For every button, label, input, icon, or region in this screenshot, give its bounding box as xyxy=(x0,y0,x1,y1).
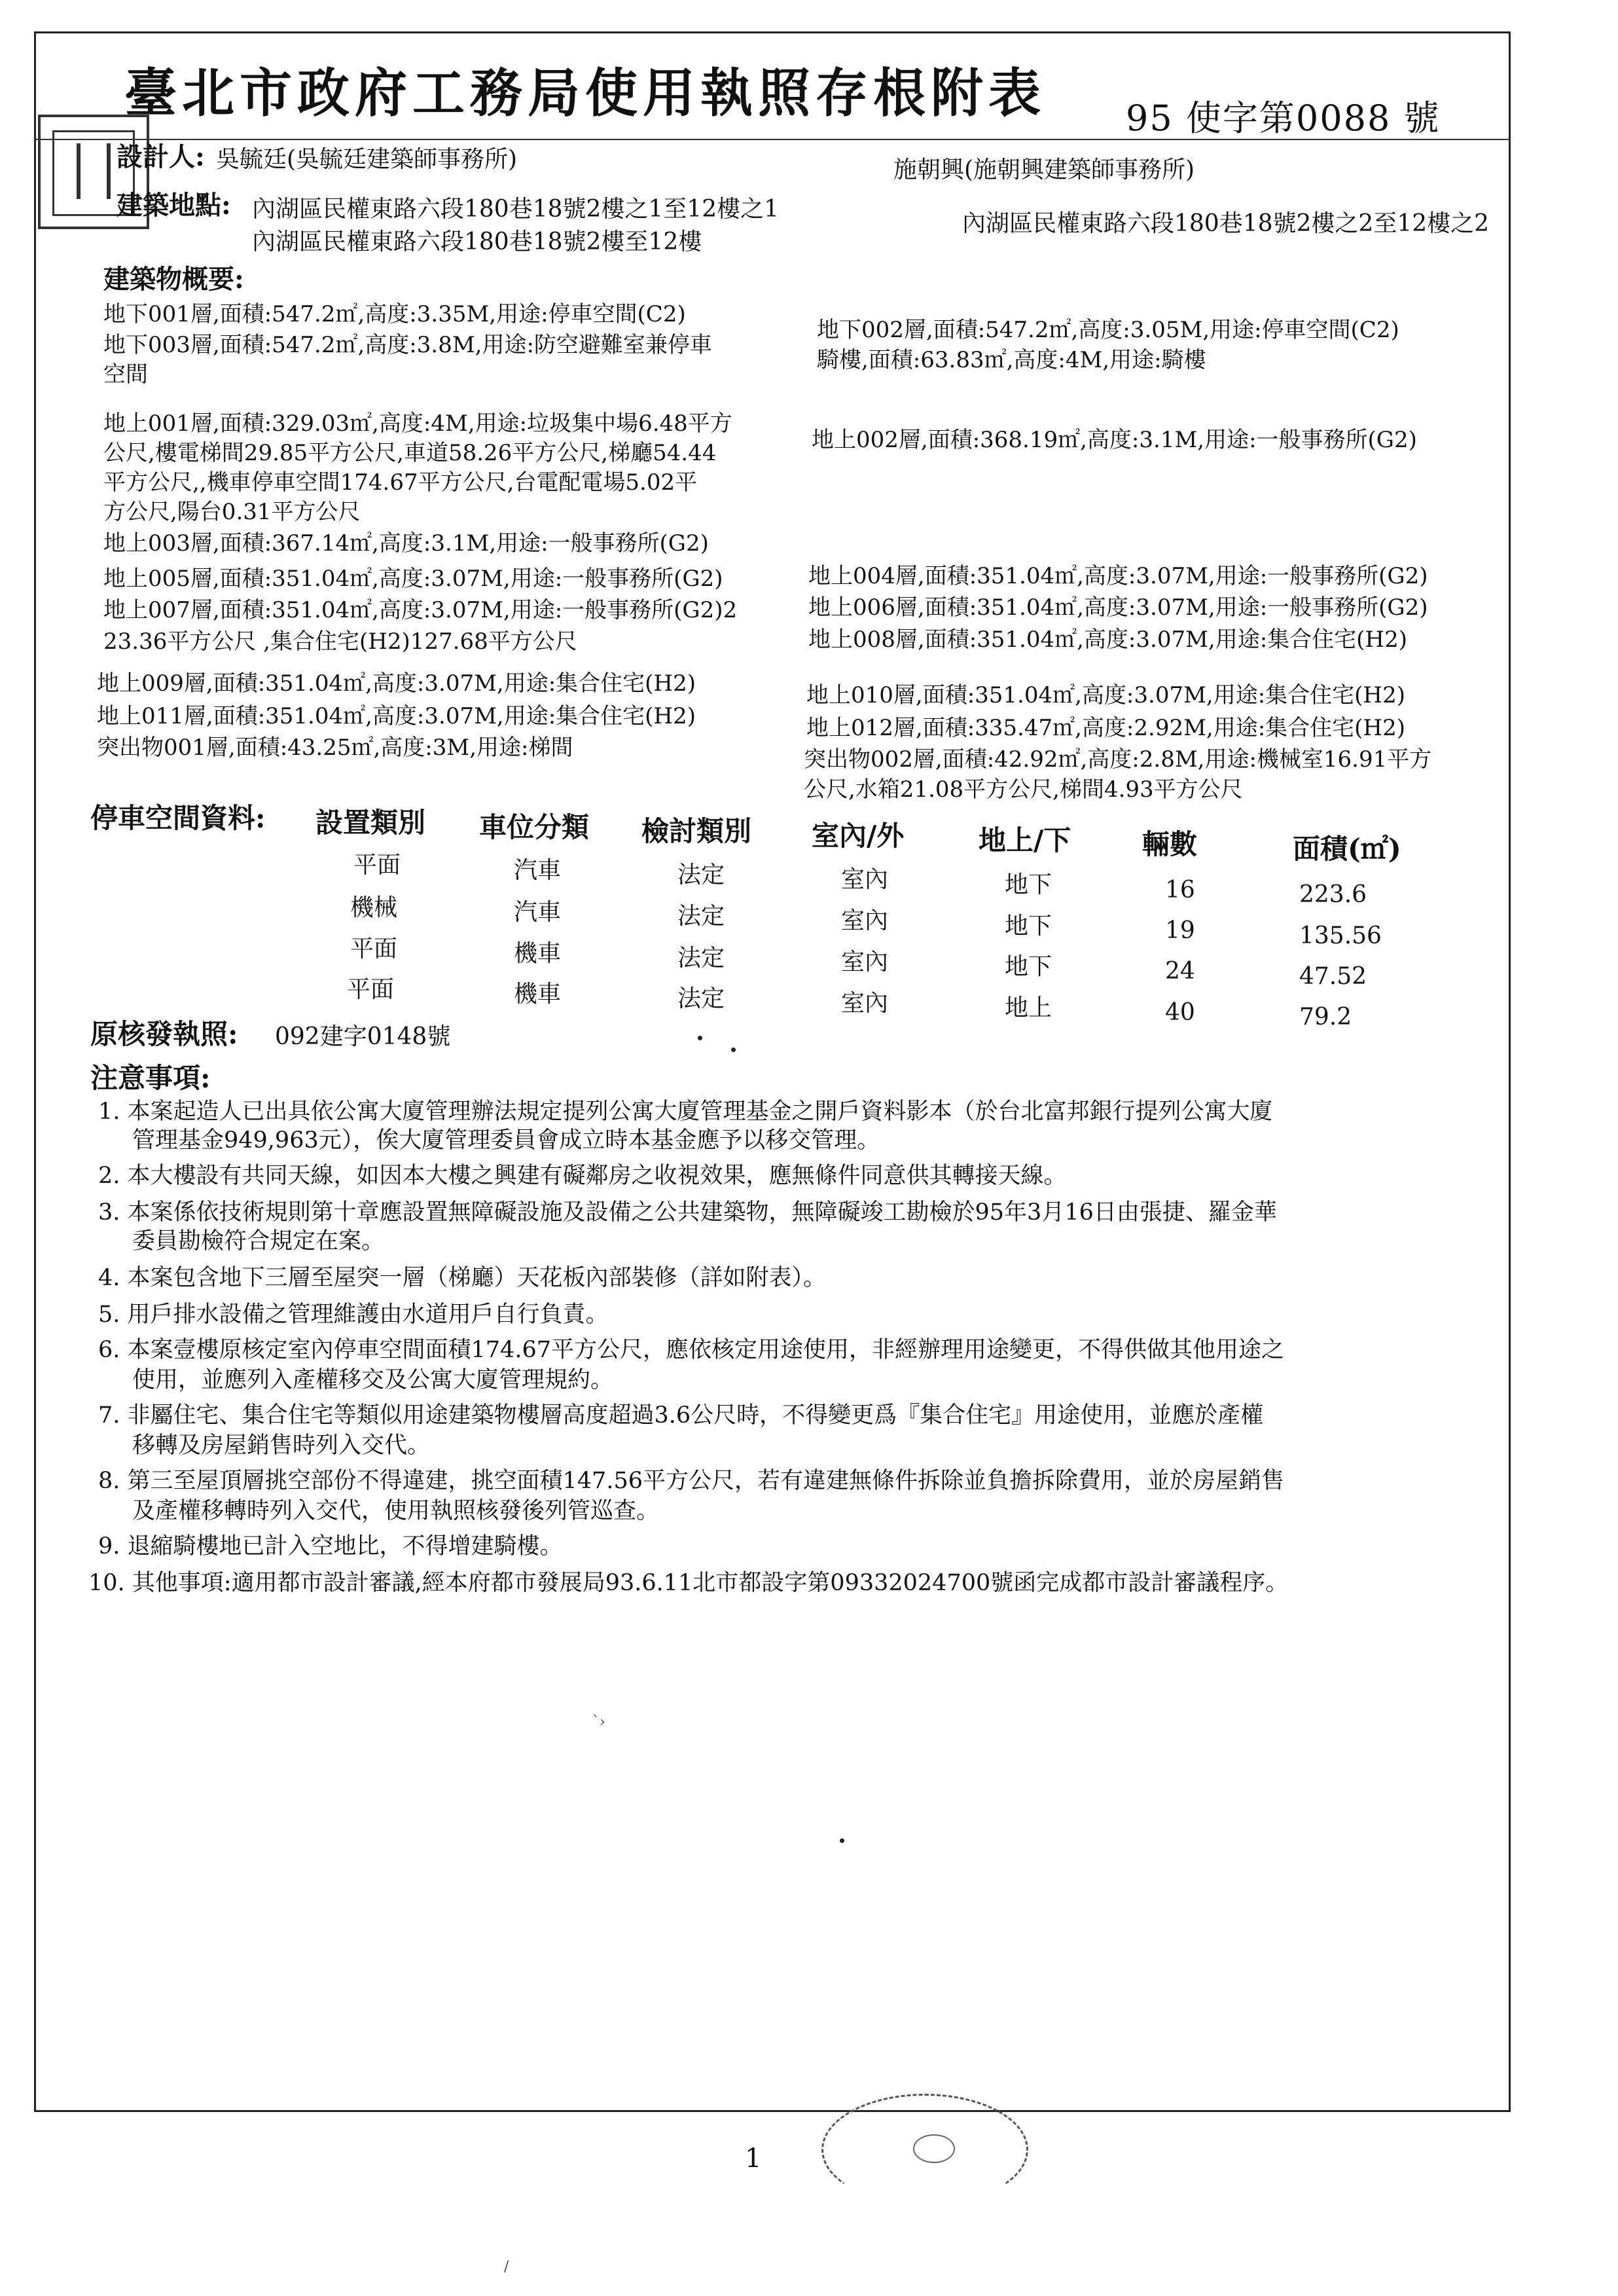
notes-label: 注意事項: xyxy=(90,1062,211,1094)
parking-cell: 135.56 xyxy=(1299,922,1382,949)
parking-cell: 機車 xyxy=(514,981,562,1008)
parking-cell: 汽車 xyxy=(514,899,562,926)
parking-cell: 法定 xyxy=(677,862,725,888)
overview-left-line: 地上007層,面積:351.04㎡,高度:3.07M,用途:一般事務所(G2)2 xyxy=(103,597,738,623)
note-line: 移轉及房屋銷售時列入交代。 xyxy=(132,1432,431,1459)
overview-left-line: 突出物001層,面積:43.25㎡,高度:3M,用途:梯間 xyxy=(97,735,573,761)
overview-right-line: 騎樓,面積:63.83㎡,高度:4M,用途:騎樓 xyxy=(817,347,1206,373)
note-line: 使用，並應列入產權移交及公寓大廈管理規約。 xyxy=(132,1367,614,1393)
overview-left-line: 公尺,樓電梯間29.85平方公尺,車道58.26平方公尺,梯廳54.44 xyxy=(103,440,717,466)
note-line: 5. 用戶排水設備之管理維護由水道用戶自行負責。 xyxy=(98,1302,609,1328)
note-line: 3. 本案係依技術規則第十章應設置無障礙設施及設備之公共建築物，無障礙竣工勘檢於95年3月16日由張捷、羅金華 xyxy=(98,1199,1277,1226)
parking-cell: 47.52 xyxy=(1299,963,1367,990)
scan-speck xyxy=(698,1036,702,1040)
overview-left-line: 地上009層,面積:351.04㎡,高度:3.07M,用途:集合住宅(H2) xyxy=(97,670,696,697)
note-line: 7. 非屬住宅、集合住宅等類似用途建築物樓層高度超過3.6公尺時，不得變更爲『集合住宅』用途使用，並應於產權 xyxy=(98,1402,1264,1429)
overview-right-line: 地下002層,面積:547.2㎡,高度:3.05M,用途:停車空間(C2) xyxy=(817,317,1399,343)
official-stamp-center xyxy=(913,2134,955,2163)
overview-left-line: 地上003層,面積:367.14㎡,高度:3.1M,用途:一般事務所(G2) xyxy=(103,530,709,556)
page-number: 1 xyxy=(745,2143,762,2174)
parking-cell: 法定 xyxy=(677,985,725,1012)
overview-right-line: 地上012層,面積:335.47㎡,高度:2.92M,用途:集合住宅(H2) xyxy=(806,715,1405,741)
scan-mark: / xyxy=(504,2259,509,2275)
note-line: 2. 本大樓設有共同天線，如因本大樓之興建有礙鄰房之收視效果，應無條件同意供其轉接天線。 xyxy=(98,1163,1067,1189)
parking-cell: 24 xyxy=(1165,958,1195,985)
parking-cell: 室內 xyxy=(841,866,889,893)
parking-cell: 地下 xyxy=(1005,871,1052,898)
parking-cell: 地下 xyxy=(1005,913,1052,939)
overview-right-line: 地上008層,面積:351.04㎡,高度:3.07M,用途:集合住宅(H2) xyxy=(808,627,1407,653)
overview-left-line: 地上001層,面積:329.03㎡,高度:4M,用途:垃圾集中場6.48平方 xyxy=(103,410,732,437)
scan-mark: `› xyxy=(592,1714,605,1730)
parking-cell: 室內 xyxy=(841,949,889,975)
note-line: 6. 本案壹樓原核定室內停車空間面積174.67平方公尺，應依核定用途使用，非經辦理用途變更，不得供做其他用途之 xyxy=(98,1337,1284,1363)
overview-left-line: 地上011層,面積:351.04㎡,高度:3.07M,用途:集合住宅(H2) xyxy=(97,703,696,729)
note-line: 及產權移轉時列入交代，使用執照核發後列管巡查。 xyxy=(132,1498,660,1524)
parking-cell: 79.2 xyxy=(1299,1004,1352,1030)
parking-cell: 室內 xyxy=(841,907,889,934)
parking-cell: 地下 xyxy=(1005,953,1052,980)
parking-cell: 機車 xyxy=(514,940,562,967)
parking-cell: 16 xyxy=(1165,877,1195,903)
parking-cell: 平面 xyxy=(353,852,401,879)
overview-left-line: 23.36平方公尺 ,集合住宅(H2)127.68平方公尺 xyxy=(103,629,577,655)
parking-header: 輛數 xyxy=(1142,828,1198,860)
designer-label: 設計人: xyxy=(117,141,205,172)
note-line: 9. 退縮騎樓地已計入空地比，不得增建騎樓。 xyxy=(98,1533,563,1559)
parking-header: 設置類別 xyxy=(315,807,426,839)
parking-cell: 平面 xyxy=(347,976,395,1003)
original-permit-label: 原核發執照: xyxy=(90,1018,238,1050)
note-line: 4. 本案包含地下三層至屋突一層（梯廳）天花板內部裝修（詳如附表）。 xyxy=(98,1265,827,1291)
overview-left-line: 空間 xyxy=(103,361,148,388)
overview-right-line: 公尺,水箱21.08平方公尺,梯間4.93平方公尺 xyxy=(804,776,1243,803)
parking-cell: 地上 xyxy=(1005,994,1052,1021)
parking-header: 室內/外 xyxy=(812,820,905,852)
overview-left-line: 地下003層,面積:547.2㎡,高度:3.8M,用途:防空避難室兼停車 xyxy=(103,332,712,358)
note-line: 委員勘檢符合規定在案。 xyxy=(132,1228,385,1254)
permit-number: 95 使字第0088 號 xyxy=(1126,98,1441,139)
document-title: 臺北市政府工務局使用執照存根附表 xyxy=(124,62,1046,124)
parking-cell: 法定 xyxy=(677,903,725,930)
parking-cell: 40 xyxy=(1165,999,1195,1026)
overview-left-line: 地下001層,面積:547.2㎡,高度:3.35M,用途:停車空間(C2) xyxy=(103,301,686,327)
overview-label: 建築物概要: xyxy=(103,264,244,295)
overview-left-line: 方公尺,陽台0.31平方公尺 xyxy=(103,499,361,525)
note-line: 管理基金949,963元），俟大廈管理委員會成立時本基金應予以移交管理。 xyxy=(132,1127,880,1154)
site-address-1: 內湖區民權東路六段180巷18號2樓之1至12樓之1 xyxy=(252,196,780,223)
site-address-2: 內湖區民權東路六段180巷18號2樓至12樓 xyxy=(252,228,702,255)
overview-left-line: 地上005層,面積:351.04㎡,高度:3.07M,用途:一般事務所(G2) xyxy=(103,566,723,592)
site-label: 建築地點: xyxy=(117,190,231,221)
overview-left-line: 平方公尺,,機車停車空間174.67平方公尺,台電配電場5.02平 xyxy=(103,469,698,496)
overview-right-line: 地上010層,面積:351.04㎡,高度:3.07M,用途:集合住宅(H2) xyxy=(806,682,1405,708)
note-line: 10. 其他事項:適用都市設計審議,經本府都市發展局93.6.11北市都設字第09332024700號函完成都市設計審議程序。 xyxy=(88,1570,1289,1596)
parking-label: 停車空間資料: xyxy=(90,802,266,834)
parking-cell: 室內 xyxy=(841,990,889,1017)
parking-header: 車位分類 xyxy=(479,811,590,843)
note-line: 8. 第三至屋頂層挑空部份不得違建，挑空面積147.56平方公尺，若有違建無條件拆除並負擔拆除費用，並於房屋銷售 xyxy=(98,1468,1284,1494)
scan-speck xyxy=(840,1838,844,1843)
parking-cell: 汽車 xyxy=(514,857,562,884)
note-line: 1. 本案起造人已出具依公寓大廈管理辦法規定提列公寓大廈管理基金之開戶資料影本（於台北富邦銀行提列公寓大廈 xyxy=(98,1099,1273,1125)
parking-header: 地上/下 xyxy=(979,824,1071,856)
site-address-3: 內湖區民權東路六段180巷18號2樓之2至12樓之2 xyxy=(962,210,1490,237)
parking-cell: 19 xyxy=(1165,917,1195,944)
overview-right-line: 地上006層,面積:351.04㎡,高度:3.07M,用途:一般事務所(G2) xyxy=(808,594,1428,621)
parking-header: 面積(㎡) xyxy=(1293,833,1401,865)
designer-1: 吳毓廷(吳毓廷建築師事務所) xyxy=(216,146,518,173)
parking-header: 檢討類別 xyxy=(641,815,752,847)
overview-right-line: 地上002層,面積:368.19㎡,高度:3.1M,用途:一般事務所(G2) xyxy=(812,427,1417,453)
overview-right-line: 突出物002層,面積:42.92㎡,高度:2.8M,用途:機械室16.91平方 xyxy=(804,746,1432,773)
scan-speck xyxy=(731,1048,736,1052)
parking-cell: 法定 xyxy=(677,945,725,972)
parking-cell: 機械 xyxy=(350,894,398,921)
parking-cell: 平面 xyxy=(350,936,398,962)
overview-right-line: 地上004層,面積:351.04㎡,高度:3.07M,用途:一般事務所(G2) xyxy=(808,563,1428,589)
parking-cell: 223.6 xyxy=(1299,881,1367,908)
original-permit-value: 092建字0148號 xyxy=(275,1023,451,1050)
designer-2: 施朝興(施朝興建築師事務所) xyxy=(893,156,1195,183)
